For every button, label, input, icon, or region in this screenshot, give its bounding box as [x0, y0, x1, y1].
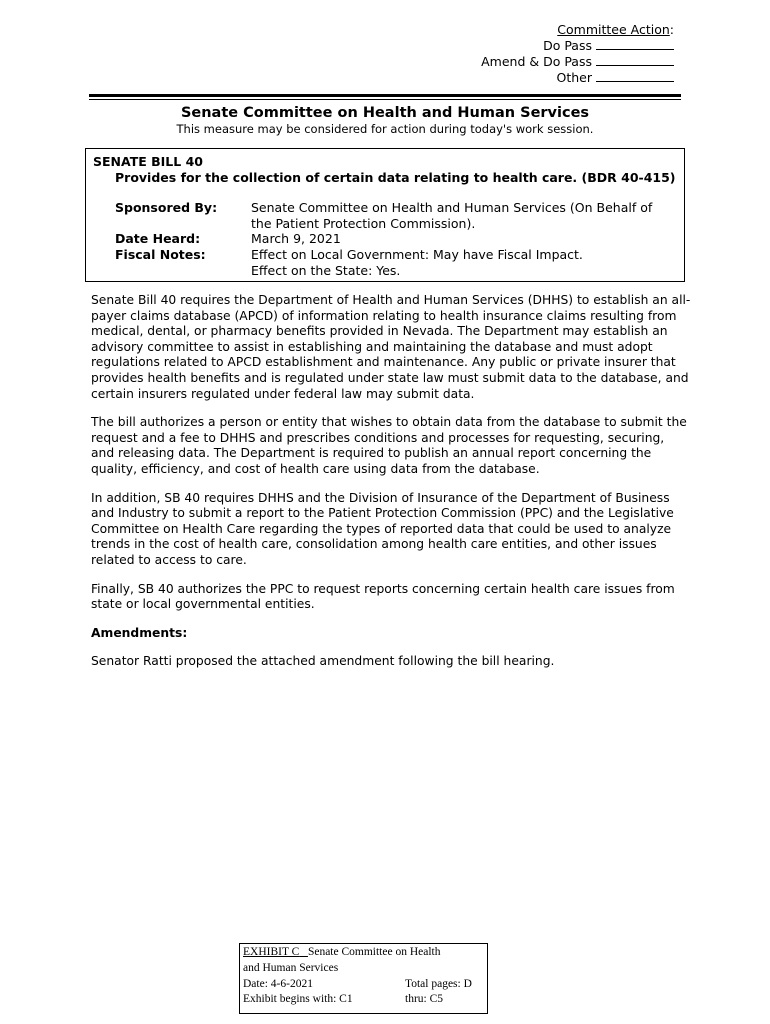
amend-do-pass-line: Amend & Do Pass: [481, 54, 674, 70]
amend-do-pass-blank: [596, 54, 674, 66]
committee-title: Senate Committee on Health and Human Services: [180, 105, 590, 121]
exhibit-stamp: [239, 943, 488, 1014]
paragraph-data-requests: The bill authorizes a person or entity that wishes to obtain data from the database to submit the request and a fee to DHHS and prescribes conditions and processes for requesting, securing, and releasing data. The Department is required to publish an annual report concerning the quality, efficiency, and cost of health care using data from the database.: [91, 415, 687, 476]
committee-action-block: [481, 22, 674, 86]
bill-body: [91, 293, 691, 683]
amendments-heading: Amendments:: [91, 625, 188, 640]
bill-description: Provides for the collection of certain data relating to health care. (BDR 40-415): [115, 170, 676, 185]
bill-number: SENATE BILL 40: [93, 154, 203, 169]
paragraph-apcd: Senate Bill 40 requires the Department of Health and Human Services (DHHS) to establish an all-payer claims database (APCD) of information relating to health insurance claims resulting from medical, dental, or pharmacy benefits provided in Nevada. The Department may establish an advisory committee to assist in establishing and maintaining the database and must adopt regulations related to APCD establishment and maintenance. Any public or private insurer that provides health benefits and is regulated under state law must submit data to the database, and certain insurers regulated under federal law may submit data.: [91, 293, 691, 401]
paragraph-ppc: Finally, SB 40 authorizes the PPC to request reports concerning certain health care issues from state or local governmental entities.: [91, 581, 675, 612]
committee-action-title: Committee Action:: [557, 22, 674, 37]
work-session-note: This measure may be considered for action during today's work session.: [176, 122, 594, 136]
exhibit-line-1: EXHIBIT C Senate Committee on Health: [243, 946, 441, 958]
do-pass-line: Do Pass: [481, 38, 674, 54]
paragraph-report: In addition, SB 40 requires DHHS and the Division of Insurance of the Department of Business and Industry to submit a report to the Patient Protection Commission (PPC) and the Legislative Committee on Health Care regarding the types of reported data that could be used to analyze trends in the cost of health care, consolidation among health care entities, and other issues related to access to care.: [91, 490, 674, 567]
other-line: Other: [481, 70, 674, 86]
exhibit-line-2: and Human Services: [243, 961, 339, 974]
do-pass-blank: [596, 38, 674, 50]
bill-summary-box: [85, 148, 685, 282]
exhibit-line-3: Date: 4-6-2021 Total pages: D: [243, 977, 472, 990]
sponsored-by-label: Sponsored By:: [115, 200, 218, 215]
header-rule-thin: [89, 99, 681, 100]
header-rule-thick: [89, 94, 681, 97]
date-heard-value: March 9, 2021: [251, 231, 341, 246]
fiscal-notes-value: Effect on Local Government: May have Fiscal Impact. Effect on the State: Yes.: [251, 247, 583, 278]
date-heard-label: Date Heard:: [115, 231, 201, 246]
paragraph-amendment: Senator Ratti proposed the attached amendment following the bill hearing.: [91, 654, 555, 669]
fiscal-notes-label: Fiscal Notes:: [115, 247, 206, 262]
sponsored-by-value: Senate Committee on Health and Human Services (On Behalf of the Patient Protection Commission).: [251, 200, 653, 231]
other-blank: [596, 70, 674, 82]
exhibit-line-4: Exhibit begins with: C1 thru: C5: [243, 993, 444, 1006]
